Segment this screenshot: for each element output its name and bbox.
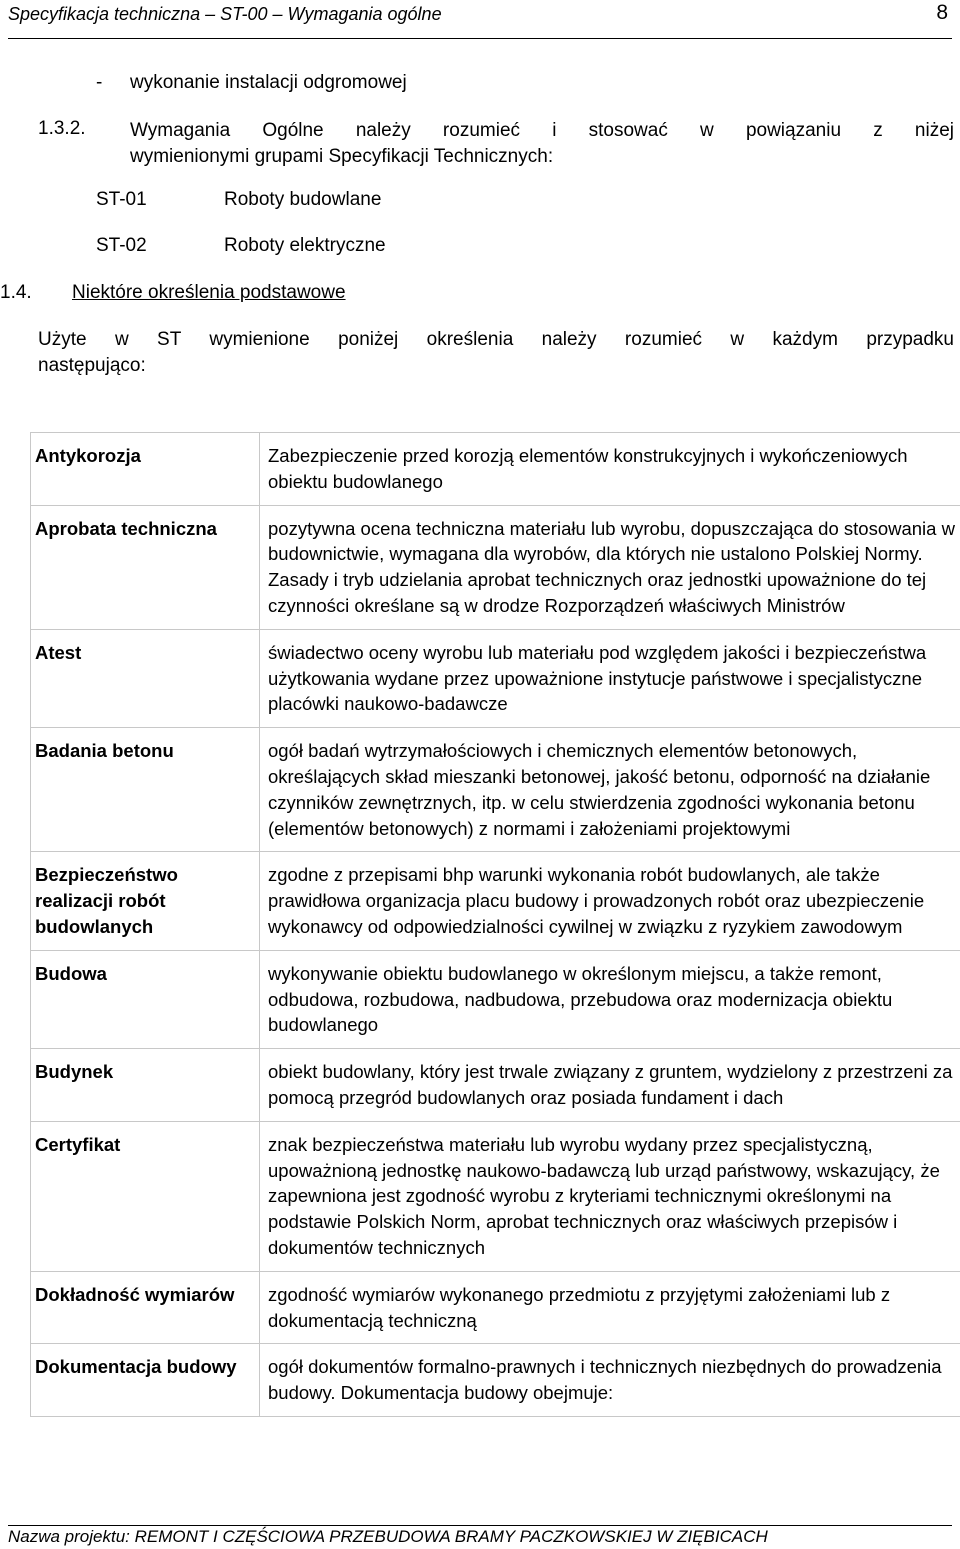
section-1-4-number: 1.4. — [0, 282, 32, 303]
section-1-4-title: Niektóre określenia podstawowe — [72, 282, 346, 303]
definition-term: Atest — [31, 629, 260, 727]
bullet-dash: - — [96, 72, 103, 93]
header-title: Specyfikacja techniczna – ST-00 – Wymagania ogólne — [8, 4, 442, 24]
table-row — [31, 1049, 960, 1122]
section-1-3-2-line2: wymienionymi grupami Specyfikacji Technicznych: — [130, 146, 554, 167]
table-row — [31, 852, 960, 950]
bullet-text: wykonanie instalacji odgromowej — [130, 72, 407, 93]
definition-text: ogół badań wytrzymałościowych i chemicznych elementów betonowych, określających skład mieszanki betonowej, jakość betonu, odporność na działanie czynników zewnętrznych, itp. w celu stwierdzenia zgodności wykonania betonu (elementów betonowych) z normami i założeniami projektowymi — [260, 728, 960, 852]
definition-text: wykonywanie obiektu budowlanego w określonym miejscu, a także remont, odbudowa, rozbudowa, nadbudowa, przebudowa oraz modernizacja obiektu budowlanego — [260, 950, 960, 1048]
definition-term: Budynek — [31, 1049, 260, 1122]
spec-group-name: Roboty budowlane — [224, 189, 382, 210]
definition-text: zgodność wymiarów wykonanego przedmiotu z przyjętymi założeniami lub z dokumentacją techniczną — [260, 1271, 960, 1344]
table-row — [31, 1271, 960, 1344]
spec-group-name: Roboty elektryczne — [224, 235, 386, 256]
definition-text: pozytywna ocena techniczna materiału lub wyrobu, dopuszczająca do stosowania w budownictwie, wymagana dla wyrobów, dla których nie ustalono Polskiej Normy. Zasady i tryb udzielania aprobat technicznych oraz jednostki upoważnione do tej czynności określane są w drodze Rozporządzeń właściwych Ministrów — [260, 505, 960, 629]
intro-paragraph — [38, 327, 954, 379]
definition-term: Dokładność wymiarów — [31, 1271, 260, 1344]
definition-text: ogół dokumentów formalno-prawnych i technicznych niezbędnych do prowadzenia budowy. Dokumentacja budowy obejmuje: — [260, 1344, 960, 1417]
table-row — [31, 433, 960, 506]
table-row — [31, 505, 960, 629]
footer-project-name: Nazwa projektu: REMONT I CZĘŚCIOWA PRZEBUDOWA BRAMY PACZKOWSKIEJ W ZIĘBICACH — [8, 1527, 768, 1546]
footer-divider — [8, 1525, 952, 1526]
definition-text: obiekt budowlany, który jest trwale związany z gruntem, wydzielony z przestrzeni za pomocą przegród budowlanych oraz posiada fundament i dach — [260, 1049, 960, 1122]
definition-text: zgodne z przepisami bhp warunki wykonania robót budowlanych, ale także prawidłowa organizacja placu budowy i prowadzonych robót oraz ubezpieczenie wykonawcy od odpowiedzialności cywilnej w związku z ryzykiem zawodowym — [260, 852, 960, 950]
table-row — [31, 728, 960, 852]
definition-term: Antykorozja — [31, 433, 260, 506]
definition-text: znak bezpieczeństwa materiału lub wyrobu wydany przez specjalistyczną, upoważnioną jednostkę naukowo-badawczą lub urząd państwowy, wskazujący, że zapewniona jest zgodność wyrobu z kryteriami technicznymi określonymi na podstawie Polskich Norm, aprobat technicznych oraz właściwych przepisów i dokumentów technicznych — [260, 1121, 960, 1271]
page-header — [8, 0, 952, 39]
intro-line1: Użyte w ST wymienione poniżej określenia należy rozumieć w każdym przypadku — [38, 329, 954, 350]
table-row — [31, 1344, 960, 1417]
section-1-3-2-text — [130, 118, 954, 170]
section-1-3-2-number: 1.3.2. — [38, 118, 86, 139]
spec-group-code: ST-01 — [96, 189, 147, 210]
section-1-3-2-line1: Wymagania Ogólne należy rozumieć i stosować w powiązaniu z niżej — [130, 120, 954, 141]
definition-term: Dokumentacja budowy — [31, 1344, 260, 1417]
table-row — [31, 950, 960, 1048]
table-row — [31, 1121, 960, 1271]
definition-term: Bezpieczeństwo realizacji robót budowlanych — [31, 852, 260, 950]
definition-text: świadectwo oceny wyrobu lub materiału pod względem jakości i bezpieczeństwa użytkowania wydane przez upoważnione instytucje państwowe i specjalistyczne placówki naukowo-badawcze — [260, 629, 960, 727]
intro-line2: następująco: — [38, 355, 146, 376]
definitions-table — [30, 432, 960, 1417]
definition-term: Certyfikat — [31, 1121, 260, 1271]
table-row — [31, 629, 960, 727]
definition-term: Aprobata techniczna — [31, 505, 260, 629]
page-number: 8 — [936, 1, 948, 24]
definition-text: Zabezpieczenie przed korozją elementów konstrukcyjnych i wykończeniowych obiektu budowlanego — [260, 433, 960, 506]
spec-group-code: ST-02 — [96, 235, 147, 256]
definition-term: Budowa — [31, 950, 260, 1048]
definition-term: Badania betonu — [31, 728, 260, 852]
